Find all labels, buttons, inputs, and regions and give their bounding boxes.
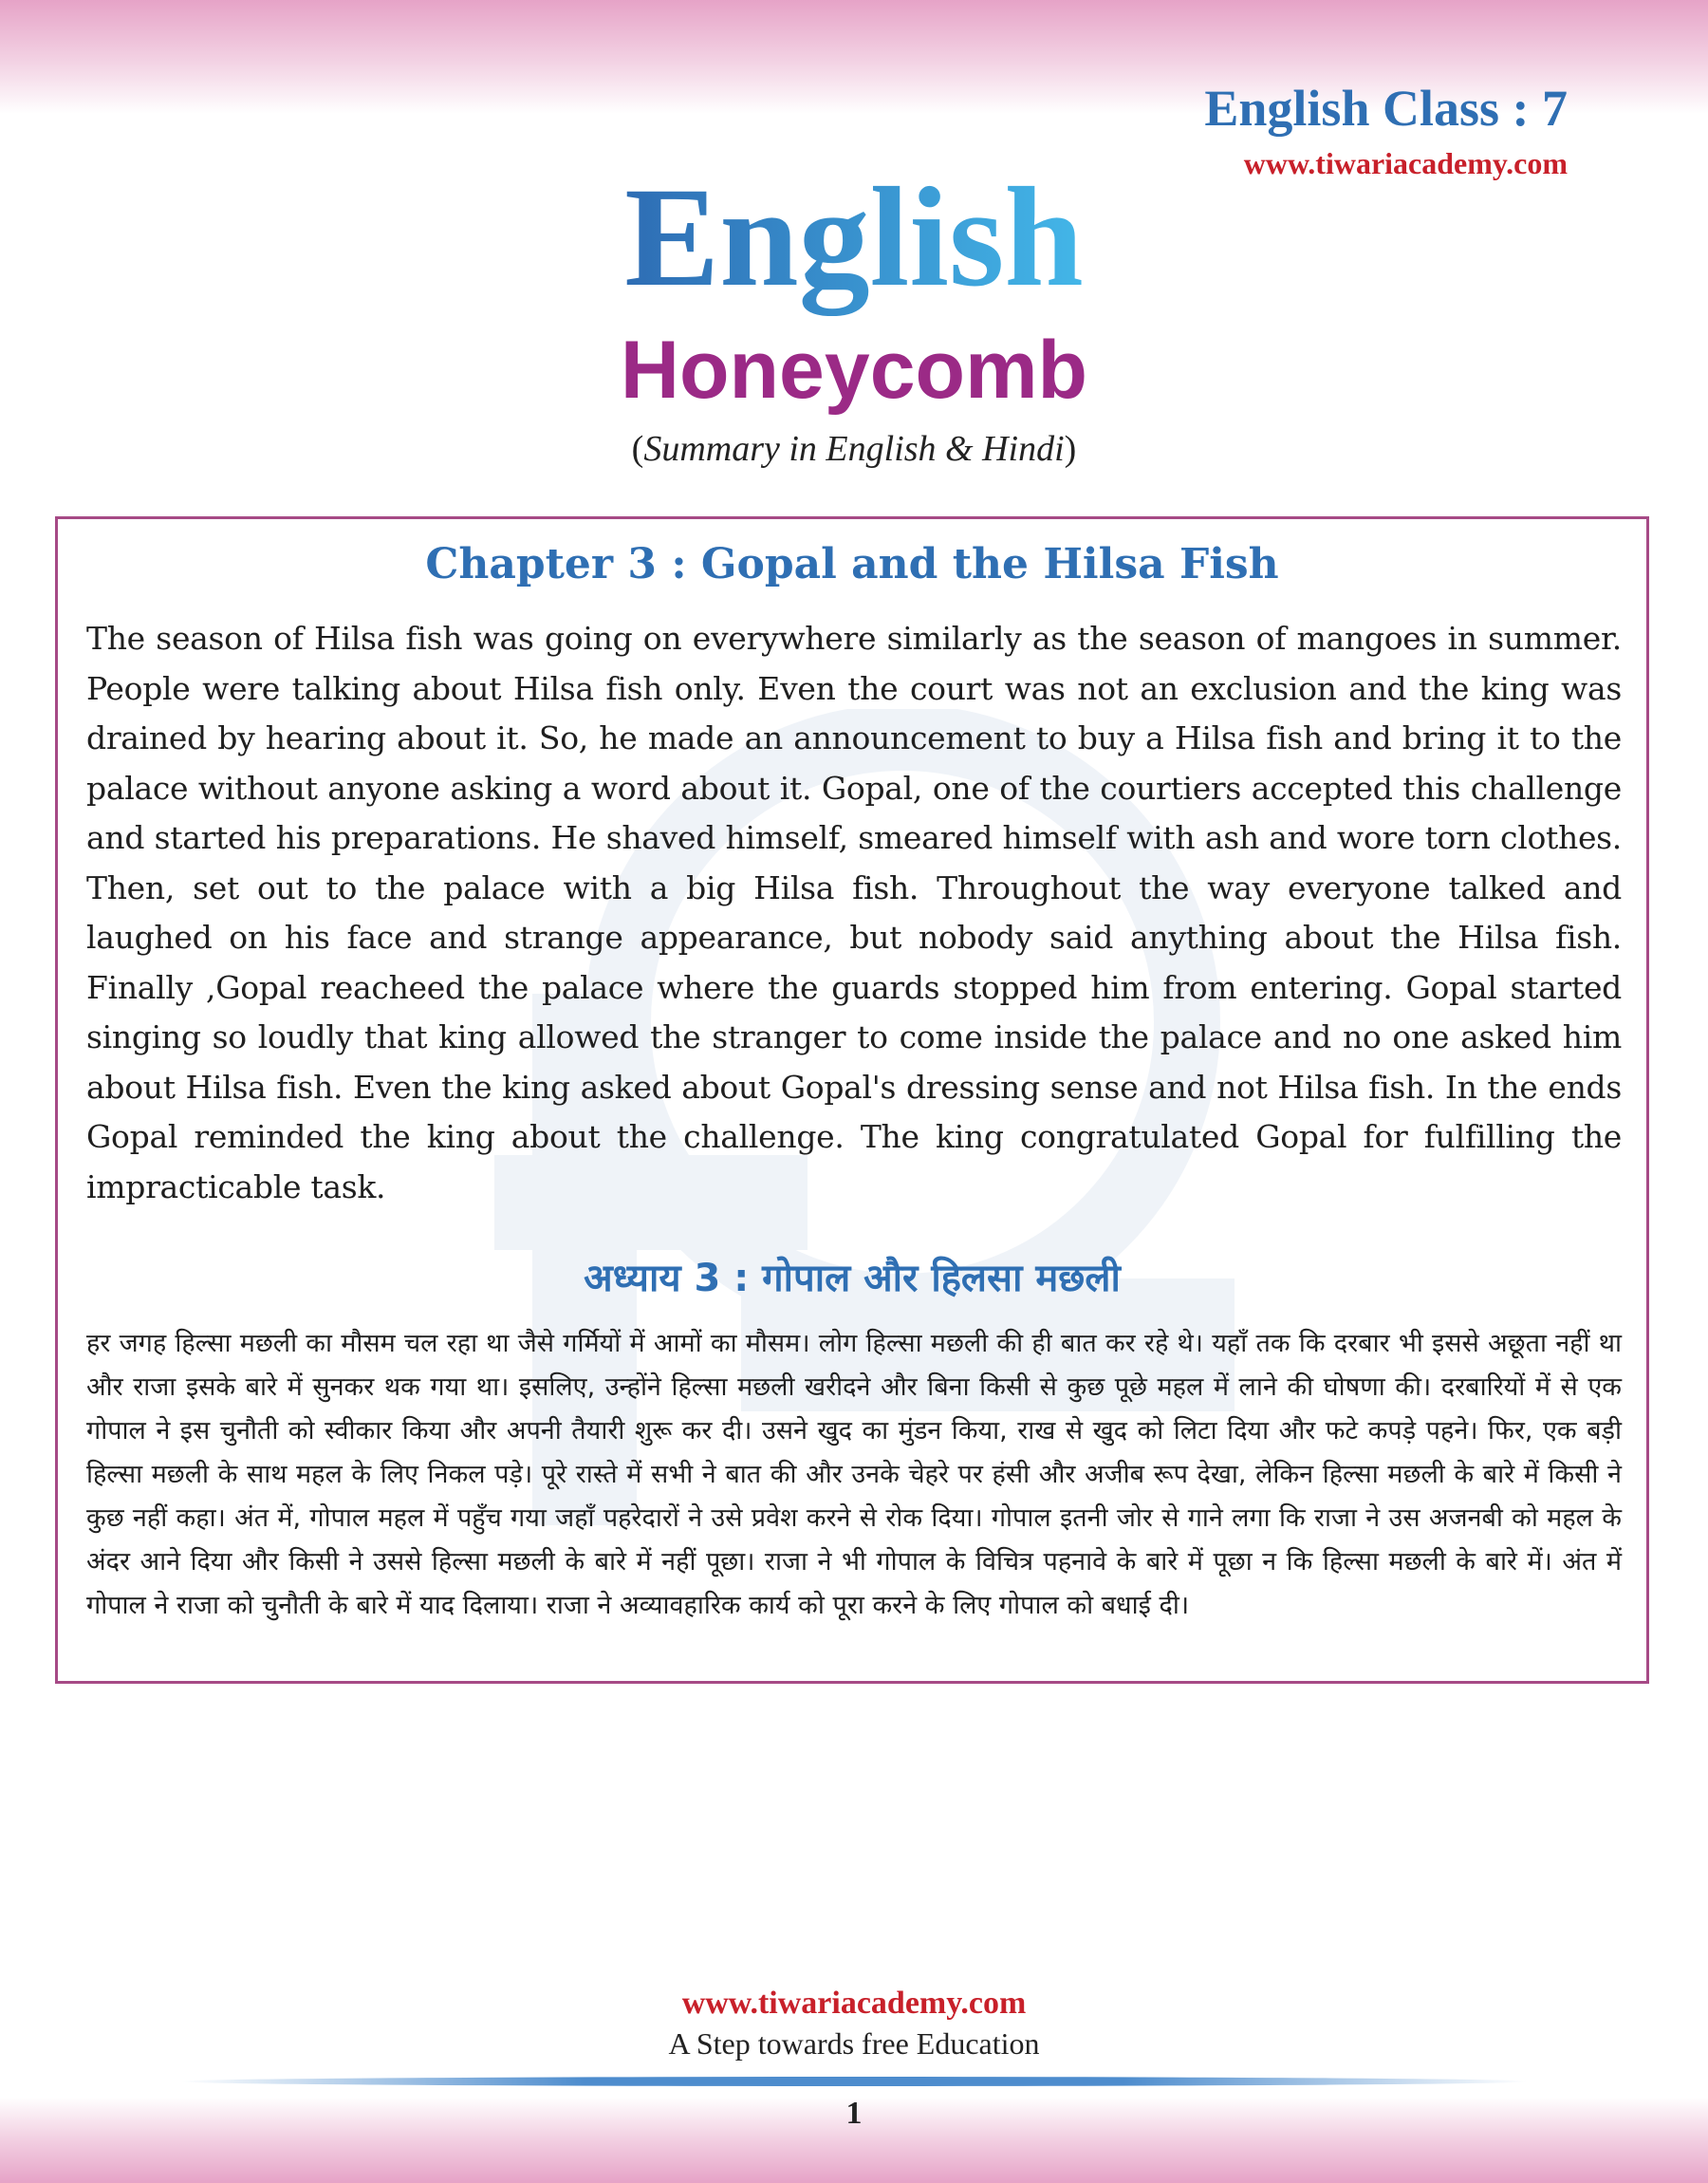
summary-note-open: ( — [631, 429, 644, 469]
footer-divider — [180, 2077, 1528, 2086]
header-website-link[interactable]: www.tiwariacademy.com — [1243, 146, 1568, 180]
page-title — [0, 159, 1708, 316]
class-title: English Class : 7 — [1204, 80, 1568, 137]
summary-hindi: हर जगह हिल्सा मछली का मौसम चल रहा था जैसे गर्मियों में आमों का मौसम। लोग हिल्सा मछली की ही बात कर रहे थे। यहाँ तक कि दरबार भी इससे अछूता नहीं था और राजा इसके बारे में सुनकर थक गया था। इसलिए, उन्होंने हिल्सा मछली खरीदने और बिना किसी से कुछ पूछे महल में लाने की घोषणा की। दरबारियों में से एक गोपाल ने इस चुनौती को स्वीकार किया और अपनी तैयारी शुरू कर दी। उसने खुद का मुंडन किया, राख से खुद को लिटा दिया और फटे कपड़े पहने। फिर, एक बड़ी हिल्सा मछली के साथ महल के लिए निकल पड़े। पूरे रास्ते में सभी ने बात की और उनके चेहरे पर हंसी और अजीब रूप देखा, लेकिन हिल्सा मछली के बारे में किसी ने कुछ नहीं कहा। अंत में, गोपाल महल में पहुँच गया जहाँ पहरेदारों ने उसे प्रवेश करने से रोक दिया। गोपाल इतनी जोर से गाने लगा कि राजा ने उस अजनबी को महल के अंदर आने दिया और किसी ने उससे हिल्सा मछली के बारे में नहीं पूछा। राजा ने भी गोपाल के विचित्र पहनावे के बारे में पूछा न कि हिल्सा मछली के बारे में। अंत में गोपाल ने राजा को चुनौती के बारे में याद दिलाया। राजा ने अव्यावहारिक कार्य को पूरा करने के लिए गोपाल को बधाई दी। — [86, 1329, 1622, 1620]
chapter-title-english: Chapter 3 : Gopal and the Hilsa Fish — [425, 540, 1279, 588]
chapter-title-hindi: अध्याय 3 : गोपाल और हिलसा मछली — [584, 1257, 1121, 1300]
footer-tagline: A Step towards free Education — [668, 2026, 1040, 2061]
footer-website-link[interactable]: www.tiwariacademy.com — [681, 1986, 1027, 2021]
page-title-text: English — [624, 159, 1084, 316]
page-number: 1 — [845, 2096, 863, 2131]
chapter-summary-box — [55, 516, 1649, 1684]
book-title: Honeycomb — [620, 325, 1088, 416]
summary-note-text: Summary in English & Hindi — [643, 429, 1065, 469]
summary-english: The season of Hilsa fish was going on everywhere similarly as the season of mangoes in summer. People were talking about Hilsa fish only. Even the court was not an exclusion and the king was drained by hearing about it. So, he made an announcement to buy a Hilsa fish and bring it to the palace without anyone asking a word about it. Gopal, one of the courtiers accepted this challenge and started his preparations. He shaved himself, smeared himself with ash and wore torn clothes. Then, set out to the palace with a big Hilsa fish. Throughout the way everyone talked and laughed on his face and strange appearance, but nobody said anything about the Hilsa fish. Finally ,Gopal reacheed the palace where the guards stopped him from entering. Gopal started singing so loudly that king allowed the stranger to come inside the palace and no one asked him about Hilsa fish. Even the king asked about Gopal's dressing sense and not Hilsa fish. In the ends Gopal reminded the king about the challenge. The king congratulated Gopal for fulfilling the impracticable task. — [86, 620, 1622, 1205]
summary-note-close: ) — [1064, 429, 1077, 469]
summary-note — [0, 425, 1708, 473]
